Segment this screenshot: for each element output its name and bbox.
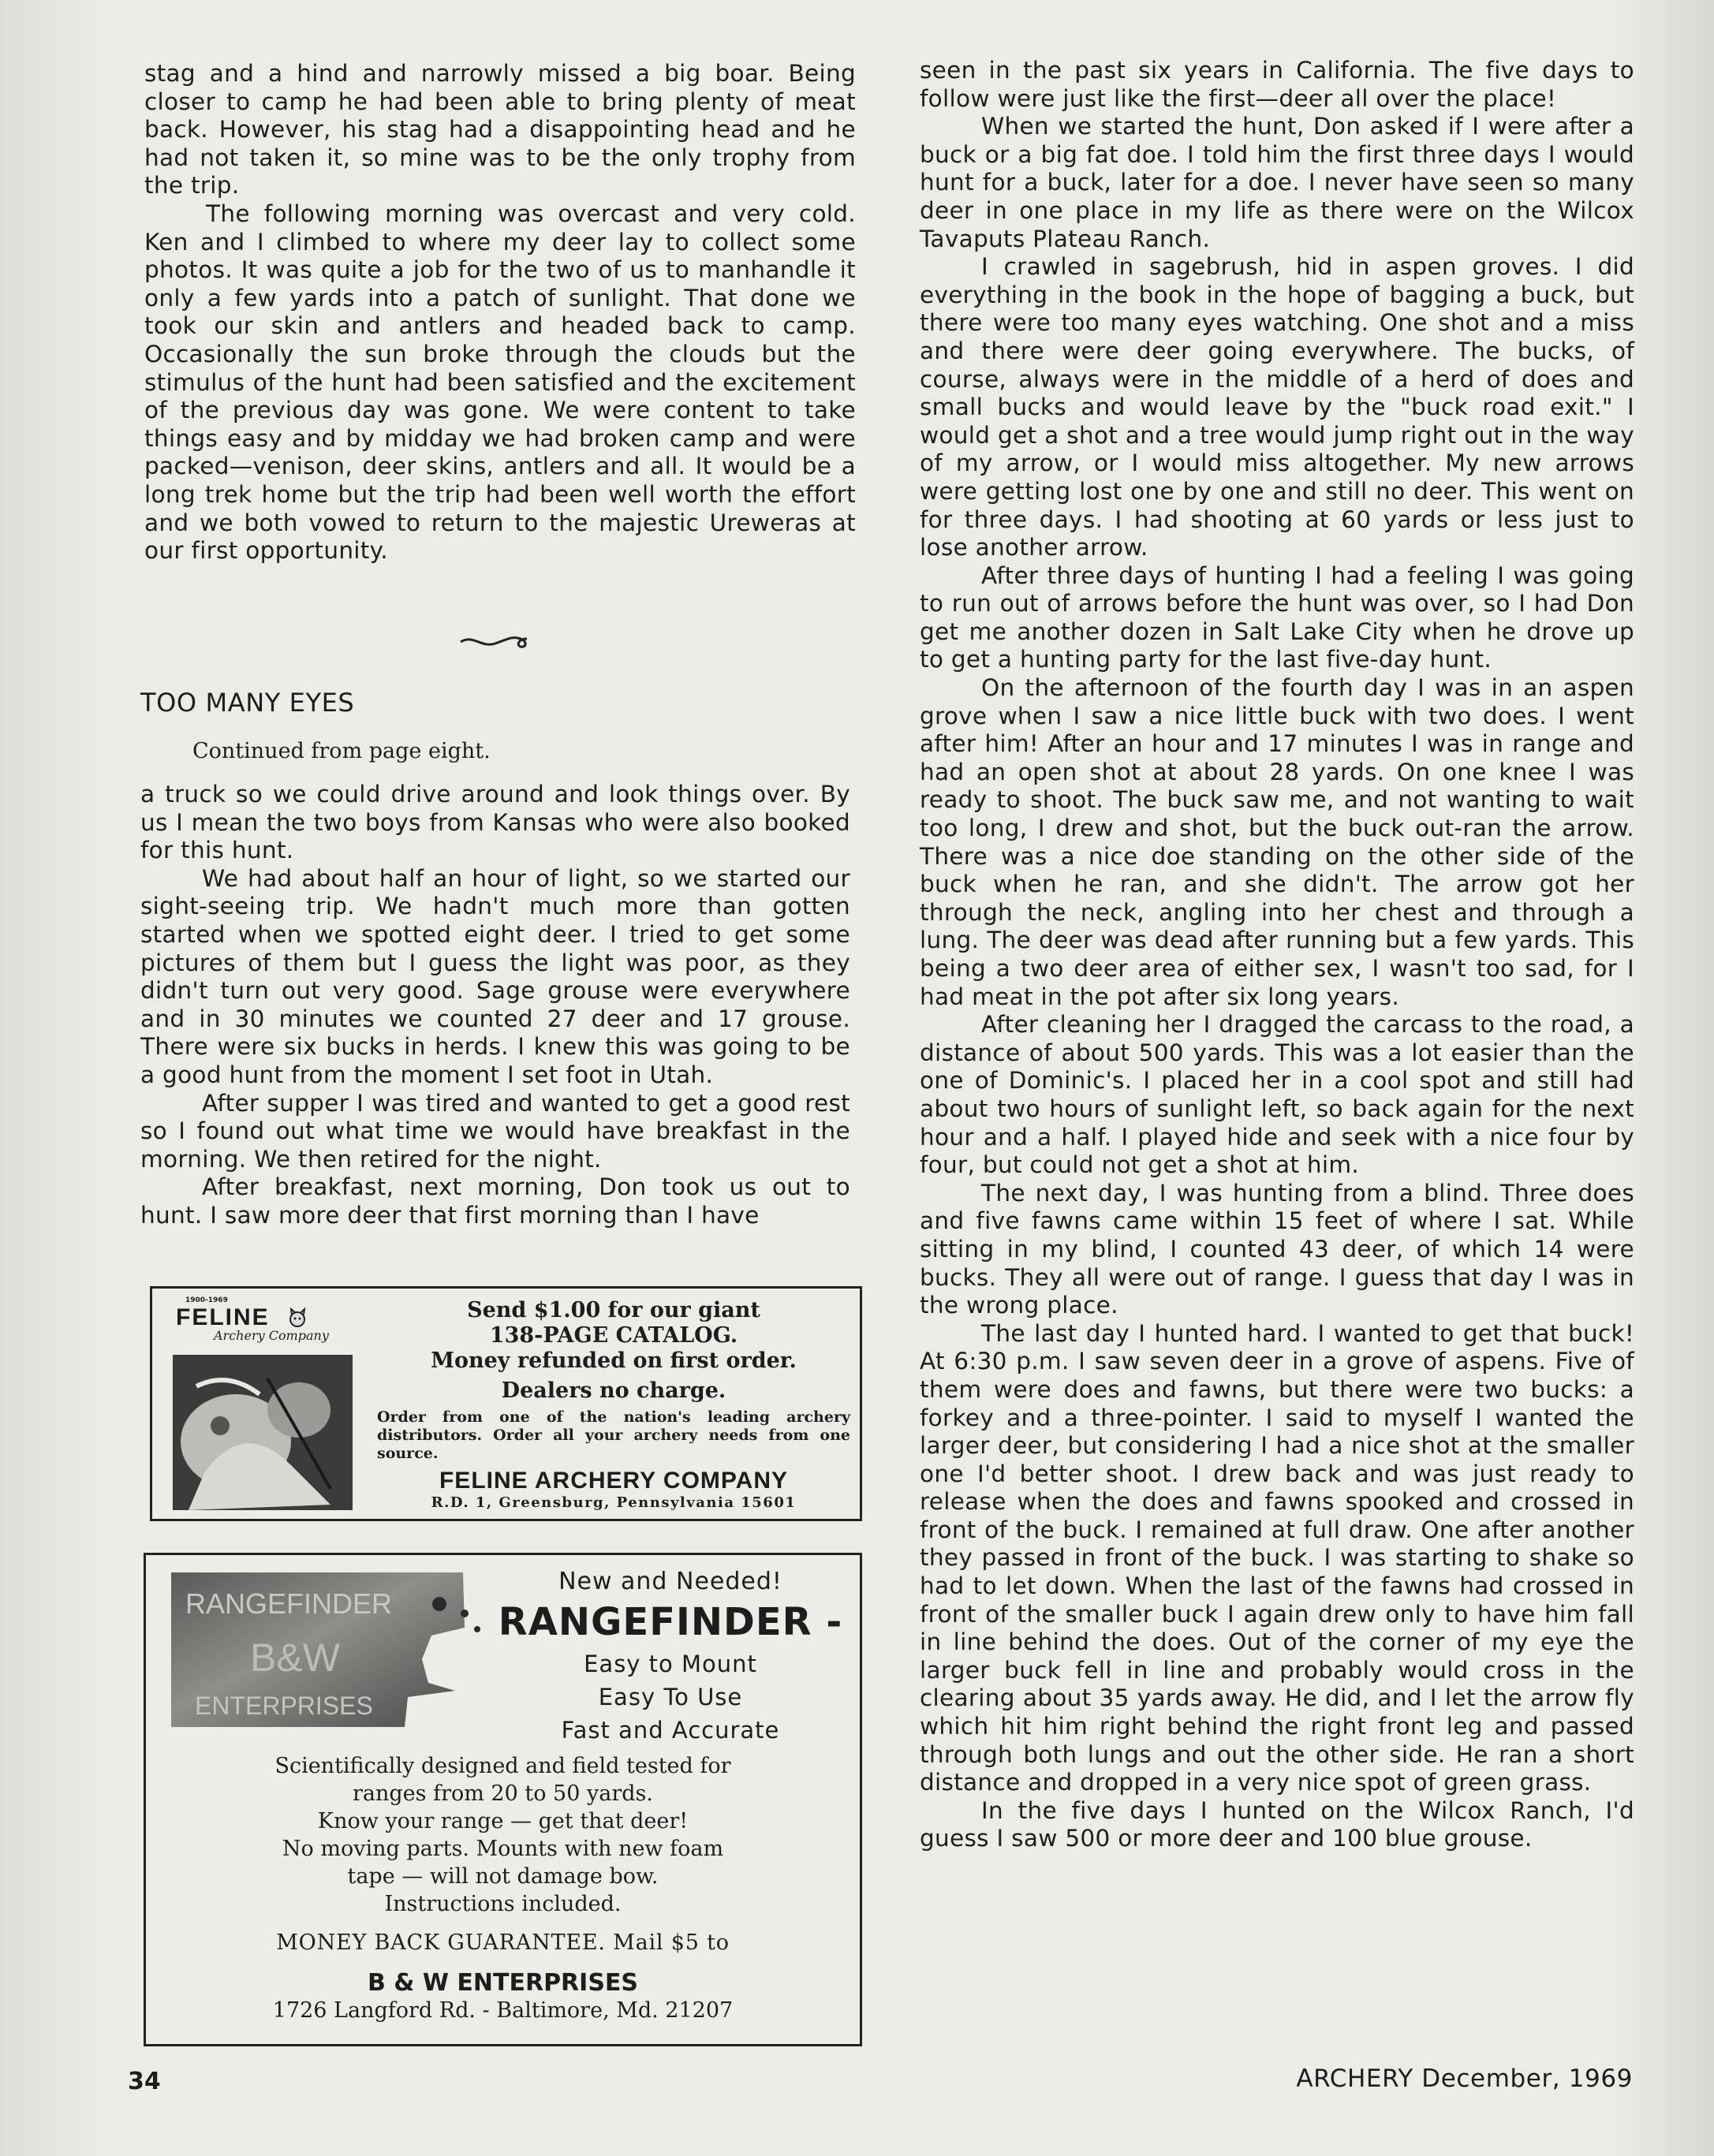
paragraph: The following morning was overcast and very cold. Ken and I climbed to where my deer lay to collect some photos. It was quite a job for the two of us to manhandle it only a few yards into a patch of sunlight. That done we took our skin and antlers and headed back to camp. Occasionally the sun broke through the clouds but the stimulus of the hunt had been satisfied and the excitement of the previous day was gone. We were content to take things easy and by midday we had broken camp and were packed—venison, deer skins, antlers and all. It would be a long trek home but the trip had been well worth the effort and we both vowed to return to the majestic Ureweras at our first opportunity. bbox=[144, 200, 856, 565]
cat-icon bbox=[285, 1307, 312, 1331]
paragraph: After cleaning her I dragged the carcass to the road, a distance of about 500 yards. This was a lot easier than the one of Dominic's. I placed her in a cool spot and still had about two hours of sunlight left, so back again for the next hour and a half. I played hide and seek with a nice four by four, but could not get a shot at him. bbox=[920, 1011, 1634, 1179]
feline-ad-copy bbox=[377, 1298, 850, 1511]
ad-body-line: Instructions included. bbox=[384, 1892, 622, 1916]
plate-text: ENTERPRISES bbox=[195, 1692, 373, 1720]
feline-logo bbox=[168, 1296, 342, 1360]
paragraph: stag and a hind and narrowly missed a big boar. Being closer to camp he had been able to bring plenty of meat back. However, his stag had a disappointing head and he had not taken it, so mine was to be the only trophy from the trip. bbox=[144, 60, 856, 200]
ad-body-line: No moving parts. Mounts with new foam bbox=[282, 1837, 724, 1861]
logo-years: 1900-1969 bbox=[185, 1296, 228, 1304]
paragraph: a truck so we could drive around and look things over. By us I mean the two boys from Kansas who were also booked for this hunt. bbox=[140, 781, 850, 864]
ad-guarantee: MONEY BACK GUARANTEE. Mail $5 to bbox=[276, 1930, 730, 1955]
ad-product-name: RANGEFINDER - bbox=[498, 1600, 843, 1644]
article-title: TOO MANY EYES bbox=[140, 688, 355, 718]
rangefinder-headline bbox=[485, 1568, 856, 1747]
ad-feature: Easy to Mount bbox=[584, 1651, 757, 1677]
paragraph: I crawled in sagebrush, hid in aspen groves. I did everything in the book in the hope of bagging a buck, but there were too many eyes watching. One shot and a miss and there were deer going everywhere. The bucks, of course, always were in the middle of a herd of does and small bucks and would leave by the "buck road exit." I would get a shot and a tree would jump right out in the way of my arrow, or I would miss altogether. My new arrows were getting lost one by one and still no deer. This went on for three days. I had shooting at 60 yards or less just to lose another arrow. bbox=[920, 253, 1634, 561]
article-column-right bbox=[920, 57, 1634, 1853]
ad-address: R.D. 1, Greensburg, Pennsylvania 15601 bbox=[431, 1494, 797, 1511]
ad-body-line: tape — will not damage bow. bbox=[347, 1864, 659, 1889]
ad-tagline: New and Needed! bbox=[558, 1568, 782, 1595]
ad-body-line: Scientifically designed and field tested for bbox=[274, 1754, 731, 1778]
ad-body-line: ranges from 20 to 50 yards. bbox=[353, 1781, 653, 1806]
article-column-left bbox=[140, 781, 850, 1230]
rangefinder-device-image bbox=[171, 1572, 487, 1729]
paragraph: After supper I was tired and wanted to get a good rest so I found out what time we would have breakfast in the morning. We then retired for the night. bbox=[140, 1089, 850, 1173]
ad-line: Send $1.00 for our giant bbox=[467, 1298, 760, 1322]
paragraph: We had about half an hour of light, so we started our sight-seeing trip. We hadn't much more than gotten started when we spotted eight deer. I tried to get some pictures of them but I guess the light was poor, as they didn't turn out very good. Sage grouse were everywhere and in 30 minutes we counted 27 deer and 17 grouse. There were six bucks in herds. I knew this was going to be a good hunt from the moment I set foot in Utah. bbox=[140, 864, 850, 1088]
paragraph: On the afternoon of the fourth day I was in an aspen grove when I saw a nice little buck with two does. I went after him! After an hour and 17 minutes I was in range and had an open shot at about 28 yards. On one knee I was ready to shoot. The buck saw me, and not wanting to wait too long, I drew and shot, but the buck out-ran the arrow. There was a nice doe standing on the other side of the buck when he ran, and she didn't. The arrow got her through the neck, angling into her chest and through a lung. The deer was dead after running but a few yards. This being a two deer area of either sex, I wasn't too sad, for I had meat in the pot after six long years. bbox=[920, 674, 1634, 1010]
rangefinder-body-copy bbox=[146, 1752, 860, 2024]
ad-feature: Easy To Use bbox=[598, 1684, 743, 1710]
paragraph: The last day I hunted hard. I wanted to get that buck! At 6:30 p.m. I saw seven deer in a grove of aspens. Five of them were does and fawns, but there were two bucks: a forkey and a three-pointer. I said to myself I wanted the larger deer, but considering I had a nice shot at the smaller one I'd better shoot. I drew back and was just ready to release when the does and fawns spooked and crossed in front of the buck. I remained at full draw. One after another they passed in front of the buck. I was starting to shake so had to let down. When the last of the fawns had crossed in front of the smaller buck I again drew only to have him fall in line behind the does. Out of the corner of my eye the larger buck fell in line and probably would cross in the clearing about 35 yards away. He did, and I let the arrow fly which hit him right behind the right front leg and passed through both lungs and out the other side. He ran a short distance and dropped in a very nice spot of green grass. bbox=[920, 1319, 1634, 1796]
rangefinder-ad bbox=[144, 1553, 862, 2046]
paragraph: In the five days I hunted on the Wilcox Ranch, I'd guess I saw 500 or more deer and 100 blue grouse. bbox=[920, 1796, 1634, 1852]
logo-name: FELINE bbox=[176, 1304, 270, 1330]
section-divider-ornament bbox=[457, 628, 536, 655]
paragraph: The next day, I was hunting from a blind. Three does and five fawns came within 15 feet of where I sat. While sitting in my blind, I counted 43 deer, of which 14 were bucks. They all were out of range. I guess that day I was in the wrong place. bbox=[920, 1179, 1634, 1319]
continued-note: Continued from page eight. bbox=[192, 739, 491, 763]
archer-image bbox=[173, 1355, 353, 1510]
paragraph: After three days of hunting I had a feeling I was going to run out of arrows before the hunt was over, so I had Don get me another dozen in Salt Lake City when he drove up to get a hunting party for the last five-day hunt. bbox=[920, 561, 1634, 673]
ad-body-line: Know your range — get that deer! bbox=[317, 1809, 689, 1833]
paragraph: seen in the past six years in California. The five days to follow were just like the first—deer all over the place! bbox=[920, 57, 1634, 112]
article-continuation-column bbox=[144, 60, 856, 565]
ad-company-name: B & W ENTERPRISES bbox=[367, 1969, 639, 1997]
archer-photo bbox=[173, 1355, 353, 1510]
plate-text: B&W bbox=[250, 1636, 340, 1680]
ad-small-print: Order from one of the nation's leading archery distributors. Order all your archery needs from one source. bbox=[377, 1408, 850, 1462]
ad-line: Dealers no charge. bbox=[501, 1378, 726, 1403]
paragraph: After breakfast, next morning, Don took us out to hunt. I saw more deer that first morning than I have bbox=[140, 1173, 850, 1229]
ad-company-name: FELINE ARCHERY COMPANY bbox=[439, 1468, 789, 1494]
ad-address: 1726 Langford Rd. - Baltimore, Md. 21207 bbox=[272, 1998, 734, 2023]
feline-archery-ad bbox=[150, 1286, 862, 1521]
page-number: 34 bbox=[128, 2068, 161, 2095]
paragraph: When we started the hunt, Don asked if I were after a buck or a big fat doe. I told him the first three days I would hunt for a buck, later for a doe. I never have seen so many deer in one place in my life as there were on the Wilcox Tavaputs Plateau Ranch. bbox=[920, 113, 1634, 252]
ad-feature: Fast and Accurate bbox=[561, 1717, 780, 1744]
ad-line: Money refunded on first order. bbox=[431, 1348, 797, 1373]
logo-subtitle: Archery Company bbox=[214, 1328, 329, 1343]
magazine-footer: ARCHERY December, 1969 bbox=[1296, 2065, 1633, 2093]
plate-text: RANGEFINDER bbox=[185, 1587, 393, 1620]
ad-line: 138-PAGE CATALOG. bbox=[489, 1323, 738, 1348]
